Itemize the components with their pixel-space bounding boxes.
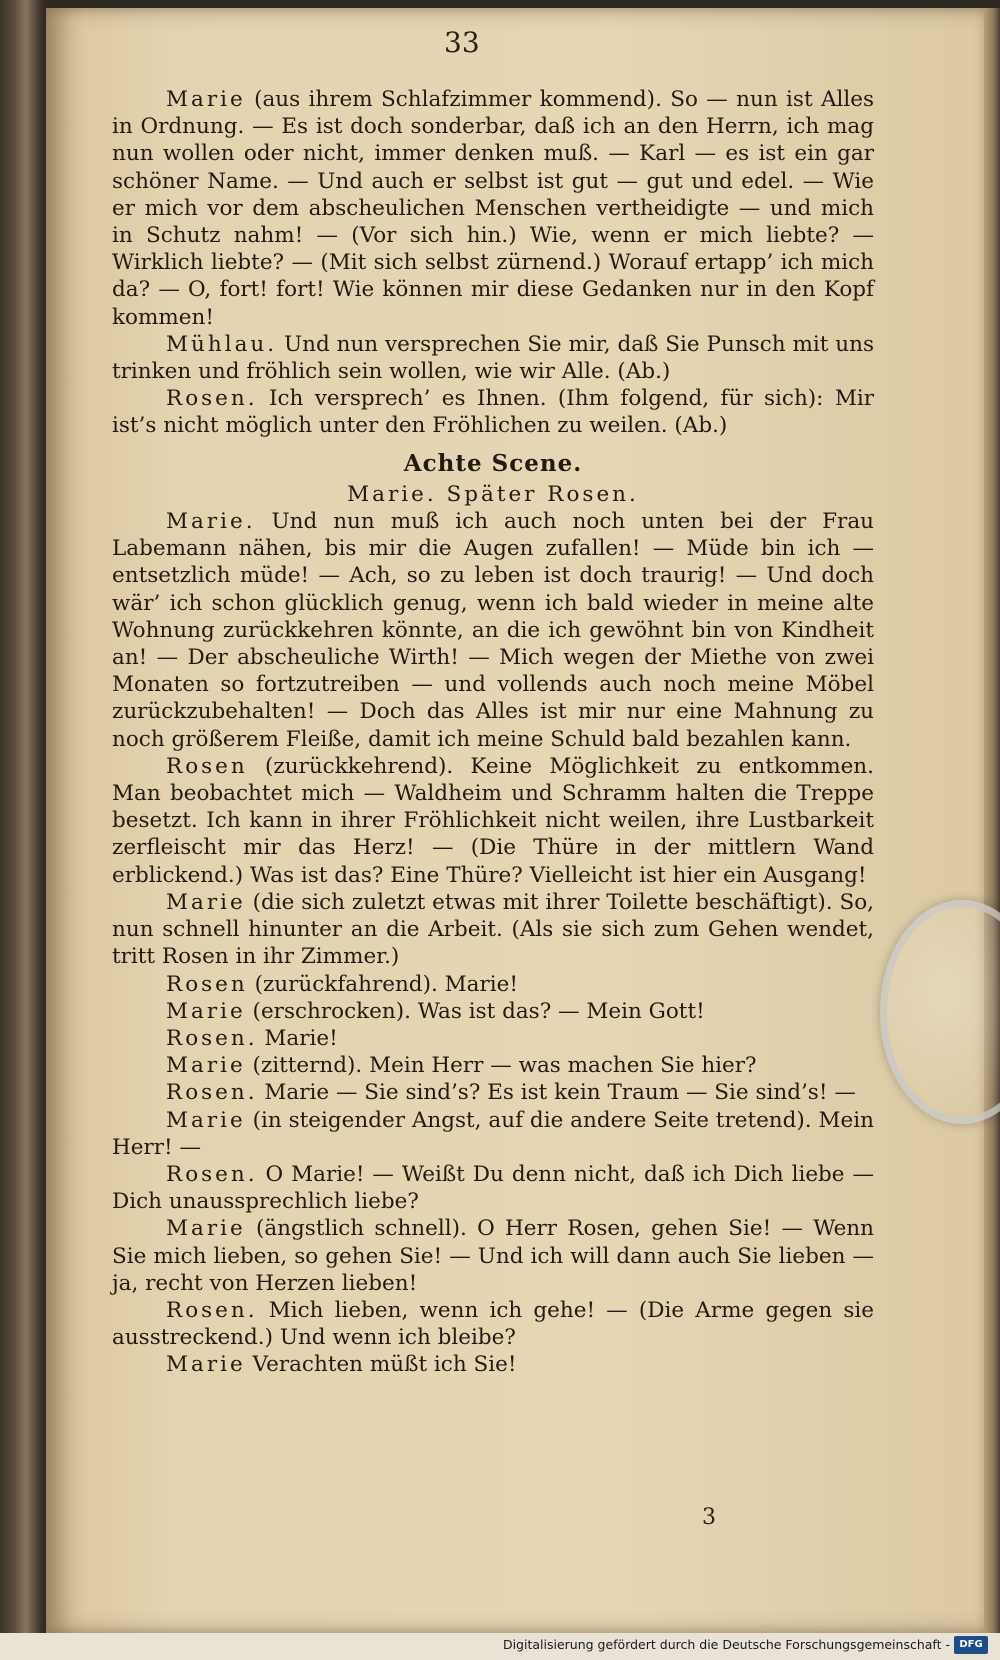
speaker-name: Rosen [166, 971, 248, 997]
dialogue-text: (in steigender Angst, auf die andere Seite tretend). Mein Herr! — [112, 1107, 874, 1160]
speaker-name: Mühlau. [166, 331, 278, 357]
dialogue-paragraph-3 [112, 385, 874, 439]
speaker-name: Rosen. [166, 1297, 258, 1323]
dialogue-paragraph-15 [112, 1297, 874, 1351]
dialogue-text: (erschrocken). Was ist das? — Mein Gott! [245, 998, 705, 1024]
dialogue-paragraph-2 [112, 331, 874, 385]
dialogue-paragraph-13 [112, 1161, 874, 1215]
dfg-logo-icon: DFG [954, 1636, 988, 1654]
speaker-name: Marie [166, 889, 246, 915]
speaker-name: Rosen. [166, 1025, 258, 1051]
dialogue-text: Marie! [257, 1025, 338, 1051]
dialogue-paragraph-16 [112, 1351, 874, 1378]
scene-title: Achte Scene. [403, 449, 583, 477]
speaker-name: Marie [166, 1107, 246, 1133]
dialogue-paragraph-12 [112, 1107, 874, 1161]
dialogue-text: (zitternd). Mein Herr — was machen Sie hier? [245, 1053, 757, 1079]
scene-persons: Marie. Später Rosen. [347, 481, 639, 507]
speaker-name: Marie [166, 1216, 246, 1242]
speaker-name: Marie. [166, 509, 256, 535]
dialogue-paragraph-11 [112, 1079, 874, 1106]
dialogue-text: (zurückkehrend). Keine Möglichkeit zu entkommen. Man beobachtet mich — Waldheim und Schramm halten die Treppe besetzt. Ich kann in ihrer Fröhlichkeit nicht weilen, ihre Lustbarkeit zerfleischt mir das Herz! — (Die Thüre in der mittlern Wand erblickend.) Was ist das? Eine Thüre? Vielleicht ist hier ein Ausgang! [112, 753, 874, 888]
page-number: 33 [444, 26, 480, 59]
dialogue-paragraph-7 [112, 971, 874, 998]
speaker-name: Marie [166, 1053, 246, 1079]
dialogue-text: O Marie! — Weißt Du denn nicht, daß ich Dich liebe — Dich unaussprechlich liebe? [112, 1161, 874, 1215]
speaker-name: Marie [166, 1352, 246, 1378]
dialogue-text: Mich lieben, wenn ich gehe! — (Die Arme gegen sie ausstreckend.) Und wenn ich bleibe? [112, 1297, 874, 1351]
dialogue-text: (die sich zuletzt etwas mit ihrer Toilette beschäftigt). So, nun schnell hinunter an die Arbeit. (Als sie sich zum Gehen wendet, tritt Rosen in ihr Zimmer.) [112, 889, 874, 970]
dialogue-text: Und nun muß ich auch noch unten bei der Frau Labemann nähen, bis mir die Augen zufallen! — Müde bin ich — entsetzlich müde! — Ach, so zu leben ist doch traurig! — Und doch wär’ ich schon glücklich genug, wenn ich bald wieder in meine alte Wohnung zurückkehren könnte, an die ich gewöhnt bin von Kindheit an! — Der abscheuliche Wirth! — Mich wegen der Miethe von zwei Monaten so fortzutreiben — und vollends auch noch meine Möbel zurückzubehalten! — Doch das Alles ist mir nur eine Mahnung zu noch größerem Fleiße, damit ich meine Schuld bald bezahlen kann. [112, 509, 874, 752]
page-body [112, 86, 874, 1379]
dialogue-text: Ich versprech’ es Ihnen. (Ihm folgend, für sich): Mir ist’s nicht möglich unter den Fröhlichen zu weilen. (Ab.) [112, 386, 874, 439]
speaker-name: Rosen [166, 753, 248, 779]
funding-notice: Digitalisierung gefördert durch die Deutsche Forschungsgemeinschaft - [502, 1637, 950, 1652]
speaker-name: Rosen. [166, 386, 258, 412]
speaker-name: Marie [166, 87, 246, 112]
dialogue-text: (zurückfahrend). Marie! [247, 971, 518, 997]
dialogue-paragraph-10 [112, 1052, 874, 1079]
sheet-signature: 3 [702, 1505, 716, 1530]
dialogue-paragraph-14 [112, 1215, 874, 1297]
speaker-name: Marie [166, 998, 246, 1024]
dialogue-paragraph-5 [112, 753, 874, 889]
dialogue-paragraph-8 [112, 998, 874, 1025]
dialogue-paragraph-4 [112, 508, 874, 753]
dialogue-paragraph-6 [112, 889, 874, 971]
dialogue-paragraph-9 [112, 1025, 874, 1052]
dialogue-text: (ängstlich schnell). O Herr Rosen, gehen Sie! — Wenn Sie mich lieben, so gehen Sie! — Und ich will dann auch Sie lieben — ja, recht von Herzen lieben! [112, 1216, 874, 1296]
dialogue-text: Verachten müßt ich Sie! [245, 1352, 517, 1378]
dialogue-text: Und nun versprechen Sie mir, daß Sie Punsch mit uns trinken und fröhlich sein wollen, wie wir Alle. (Ab.) [112, 331, 874, 385]
dialogue-text: (aus ihrem Schlafzimmer kommend). So — nun ist Alles in Ordnung. — Es ist doch sonderbar, daß ich an den Herrn, ich mag nun wollen oder nicht, immer denken muß. — Karl — es ist ein gar schöner Name. — Und auch er selbst ist gut — gut und edel. — Wie er mich vor dem abscheulichen Menschen vertheidigte — und mich in Schutz nahm! — (Vor sich hin.) Wie, wenn er mich liebte? — Wirklich liebte? — (Mit sich selbst zürnend.) Worauf ertapp’ ich mich da? — O, fort! fort! Wie können mir diese Gedanken nur in den Kopf kommen! [112, 87, 874, 330]
page-edge [984, 8, 1000, 1633]
dialogue-text: Marie — Sie sind’s? Es ist kein Traum — Sie sind’s! — [257, 1080, 856, 1106]
speaker-name: Rosen. [166, 1080, 258, 1106]
speaker-name: Rosen. [166, 1161, 258, 1187]
dialogue-paragraph-1 [112, 86, 874, 331]
